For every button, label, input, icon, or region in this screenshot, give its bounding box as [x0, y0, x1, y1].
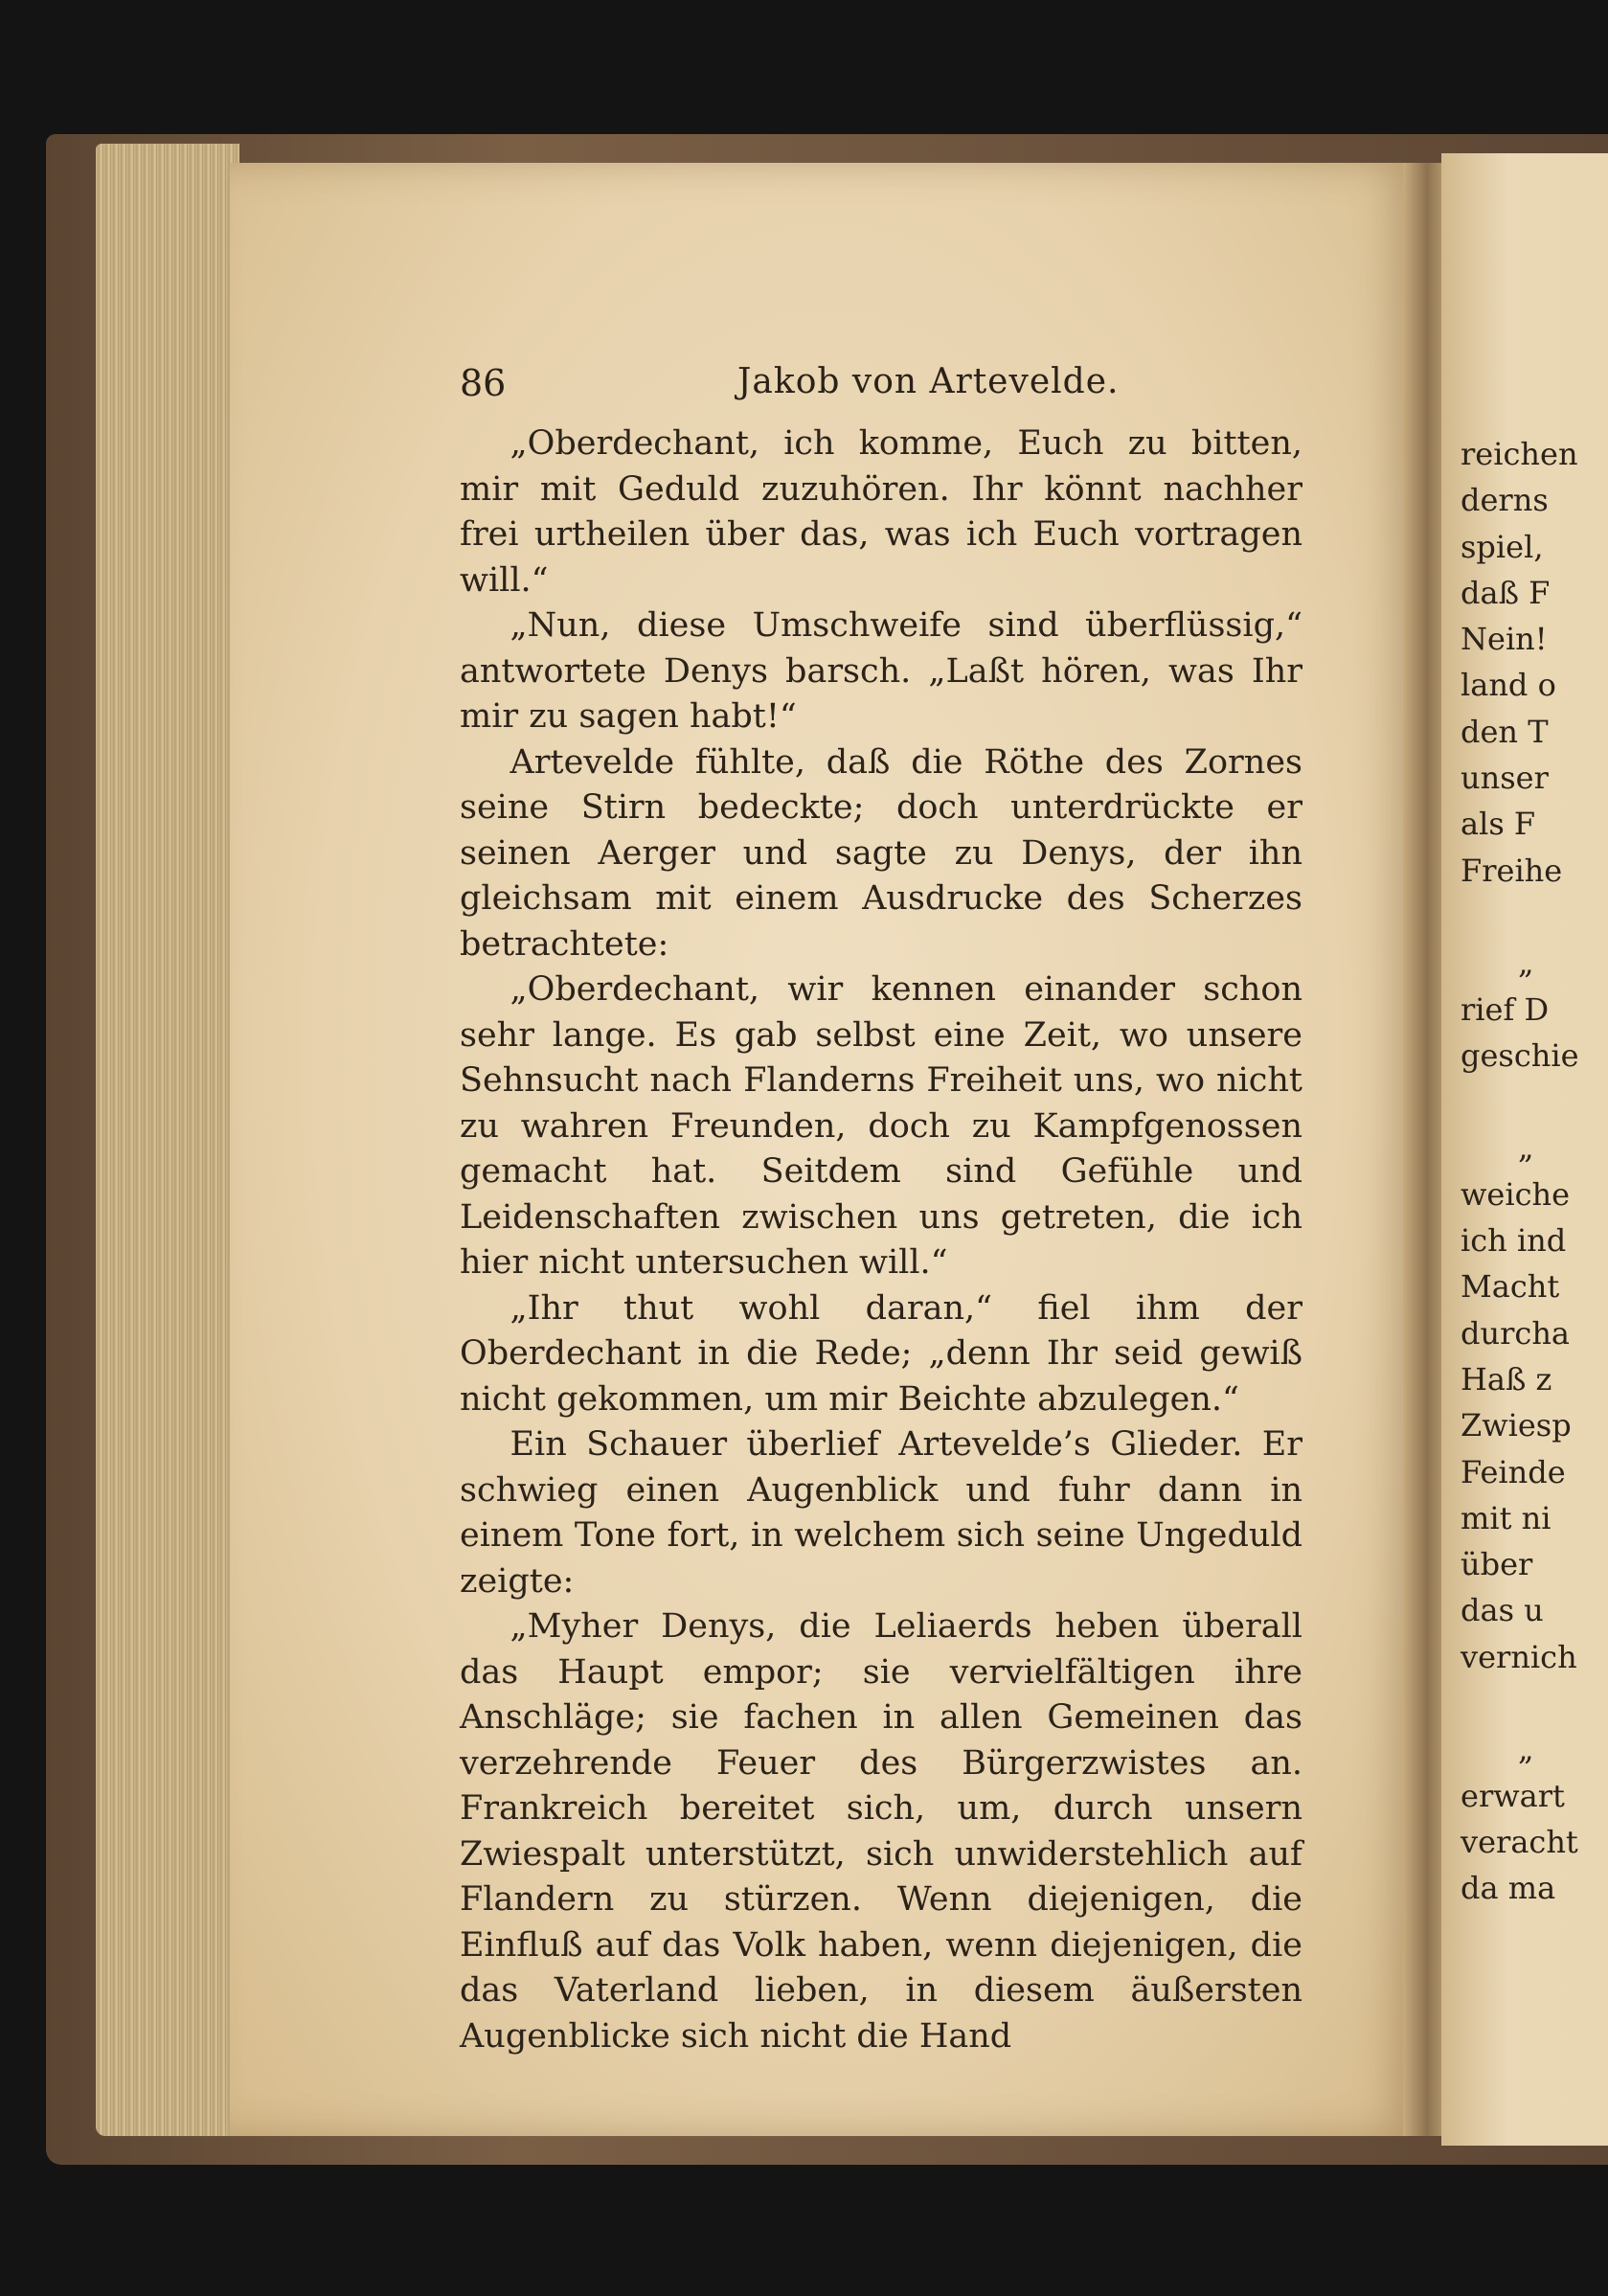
right-page-line — [1461, 1079, 1579, 1125]
paragraph: Artevelde fühlte, daß die Röthe des Zornes seine Stirn bedeckte; doch unterdrückte er seinen Aerger und sagte zu Denys, der ihn gleichsam mit einem Ausdrucke des Scherzes betrachtete: — [460, 742, 1302, 964]
right-page-text — [1441, 431, 1579, 1912]
right-page-line: reichen — [1461, 436, 1578, 472]
right-page-line: veracht — [1461, 1823, 1578, 1860]
right-page-line: „ — [1518, 1731, 1534, 1768]
page-edges — [96, 144, 239, 2136]
paragraph: Ein Schauer überlief Artevelde’s Glieder. Er schwieg einen Augenblick und fuhr dann in einem Tone fort, in welchem sich seine Ungeduld zeigte: — [460, 1425, 1302, 1601]
right-page-line: mit ni — [1461, 1499, 1551, 1536]
right-page-line: weiche — [1461, 1175, 1571, 1213]
right-page-line: „ — [1518, 1129, 1534, 1167]
right-page-line: rief D — [1461, 990, 1550, 1028]
right-page-line: geschie — [1461, 1036, 1579, 1074]
right-page-line: spiel, — [1461, 528, 1544, 565]
right-page-line: Haß z — [1461, 1360, 1552, 1398]
paragraph: „Oberdechant, wir kennen einander schon sehr lange. Es gab selbst eine Zeit, wo unsere Sehnsucht nach Flanderns Freiheit uns, wo nicht zu wahren Freunden, doch zu Kampfgenossen gemacht hat. Seitdem sind Gefühle und Leidenschaften zwischen uns getreten, die ich hier nicht untersuchen will.“ — [460, 970, 1302, 1282]
page-header — [460, 362, 1302, 410]
body-text — [460, 421, 1302, 2059]
right-page-line: „ — [1518, 944, 1534, 982]
right-page-line: unser — [1461, 760, 1549, 797]
right-page-line: derns — [1461, 482, 1549, 519]
paragraph: „Nun, diese Umschweife sind überflüssig,“ antwortete Denys barsch. „Laßt hören, was Ihr mir zu sagen habt!“ — [460, 606, 1302, 736]
right-page-line: daß F — [1461, 574, 1551, 611]
right-page-line: durcha — [1461, 1314, 1570, 1352]
right-page-line: erwart — [1461, 1777, 1565, 1814]
running-title: Jakob von Artevelde. — [737, 362, 1120, 401]
paragraph: „Oberdechant, ich komme, Euch zu bitten, mir mit Geduld zuzuhören. Ihr könnt nachher frei urtheilen über das, was ich Euch vortragen will.“ — [460, 424, 1302, 600]
right-page-line: Nein! — [1461, 621, 1548, 658]
paragraph: „Ihr thut wohl daran,“ fiel ihm der Oberdechant in die Rede; „denn Ihr seid gewiß nicht gekommen, um mir Beichte abzulegen.“ — [460, 1288, 1302, 1419]
right-page-line: Freihe — [1461, 852, 1563, 889]
right-page-line: über — [1461, 1546, 1533, 1583]
page-number: 86 — [460, 362, 507, 404]
paragraph: „Myher Denys, die Leliaerds heben überall das Haupt empor; sie vervielfältigen ihre Anschläge; sie fachen in allen Gemeinen das verzehrende Feuer des Bürgerzwistes an. Frankreich bereitet sich, um, durch unsern Zwiespalt unterstützt, sich unwiderstehlich auf Flandern zu stürzen. Wenn diejenigen, die Einfluß auf das Volk haben, wenn diejenigen, die das Vaterland lieben, in diesem äußersten Augenblicke sich nicht die Hand — [460, 1607, 1302, 2056]
right-page-line: land o — [1461, 667, 1556, 704]
right-page-line: da ma — [1461, 1870, 1556, 1907]
right-page — [1441, 153, 1608, 2146]
right-page-line: den T — [1461, 713, 1549, 750]
right-page-line: Feinde — [1461, 1453, 1566, 1490]
right-page-line: vernich — [1461, 1638, 1577, 1675]
right-page-line: ich ind — [1461, 1222, 1567, 1260]
right-page-line — [1461, 894, 1579, 940]
right-page-line: als F — [1461, 806, 1536, 843]
right-page-line — [1461, 1680, 1579, 1726]
right-page-line: das u — [1461, 1592, 1544, 1629]
right-page-line: Zwiesp — [1461, 1407, 1572, 1444]
right-page-line: Macht — [1461, 1268, 1560, 1306]
